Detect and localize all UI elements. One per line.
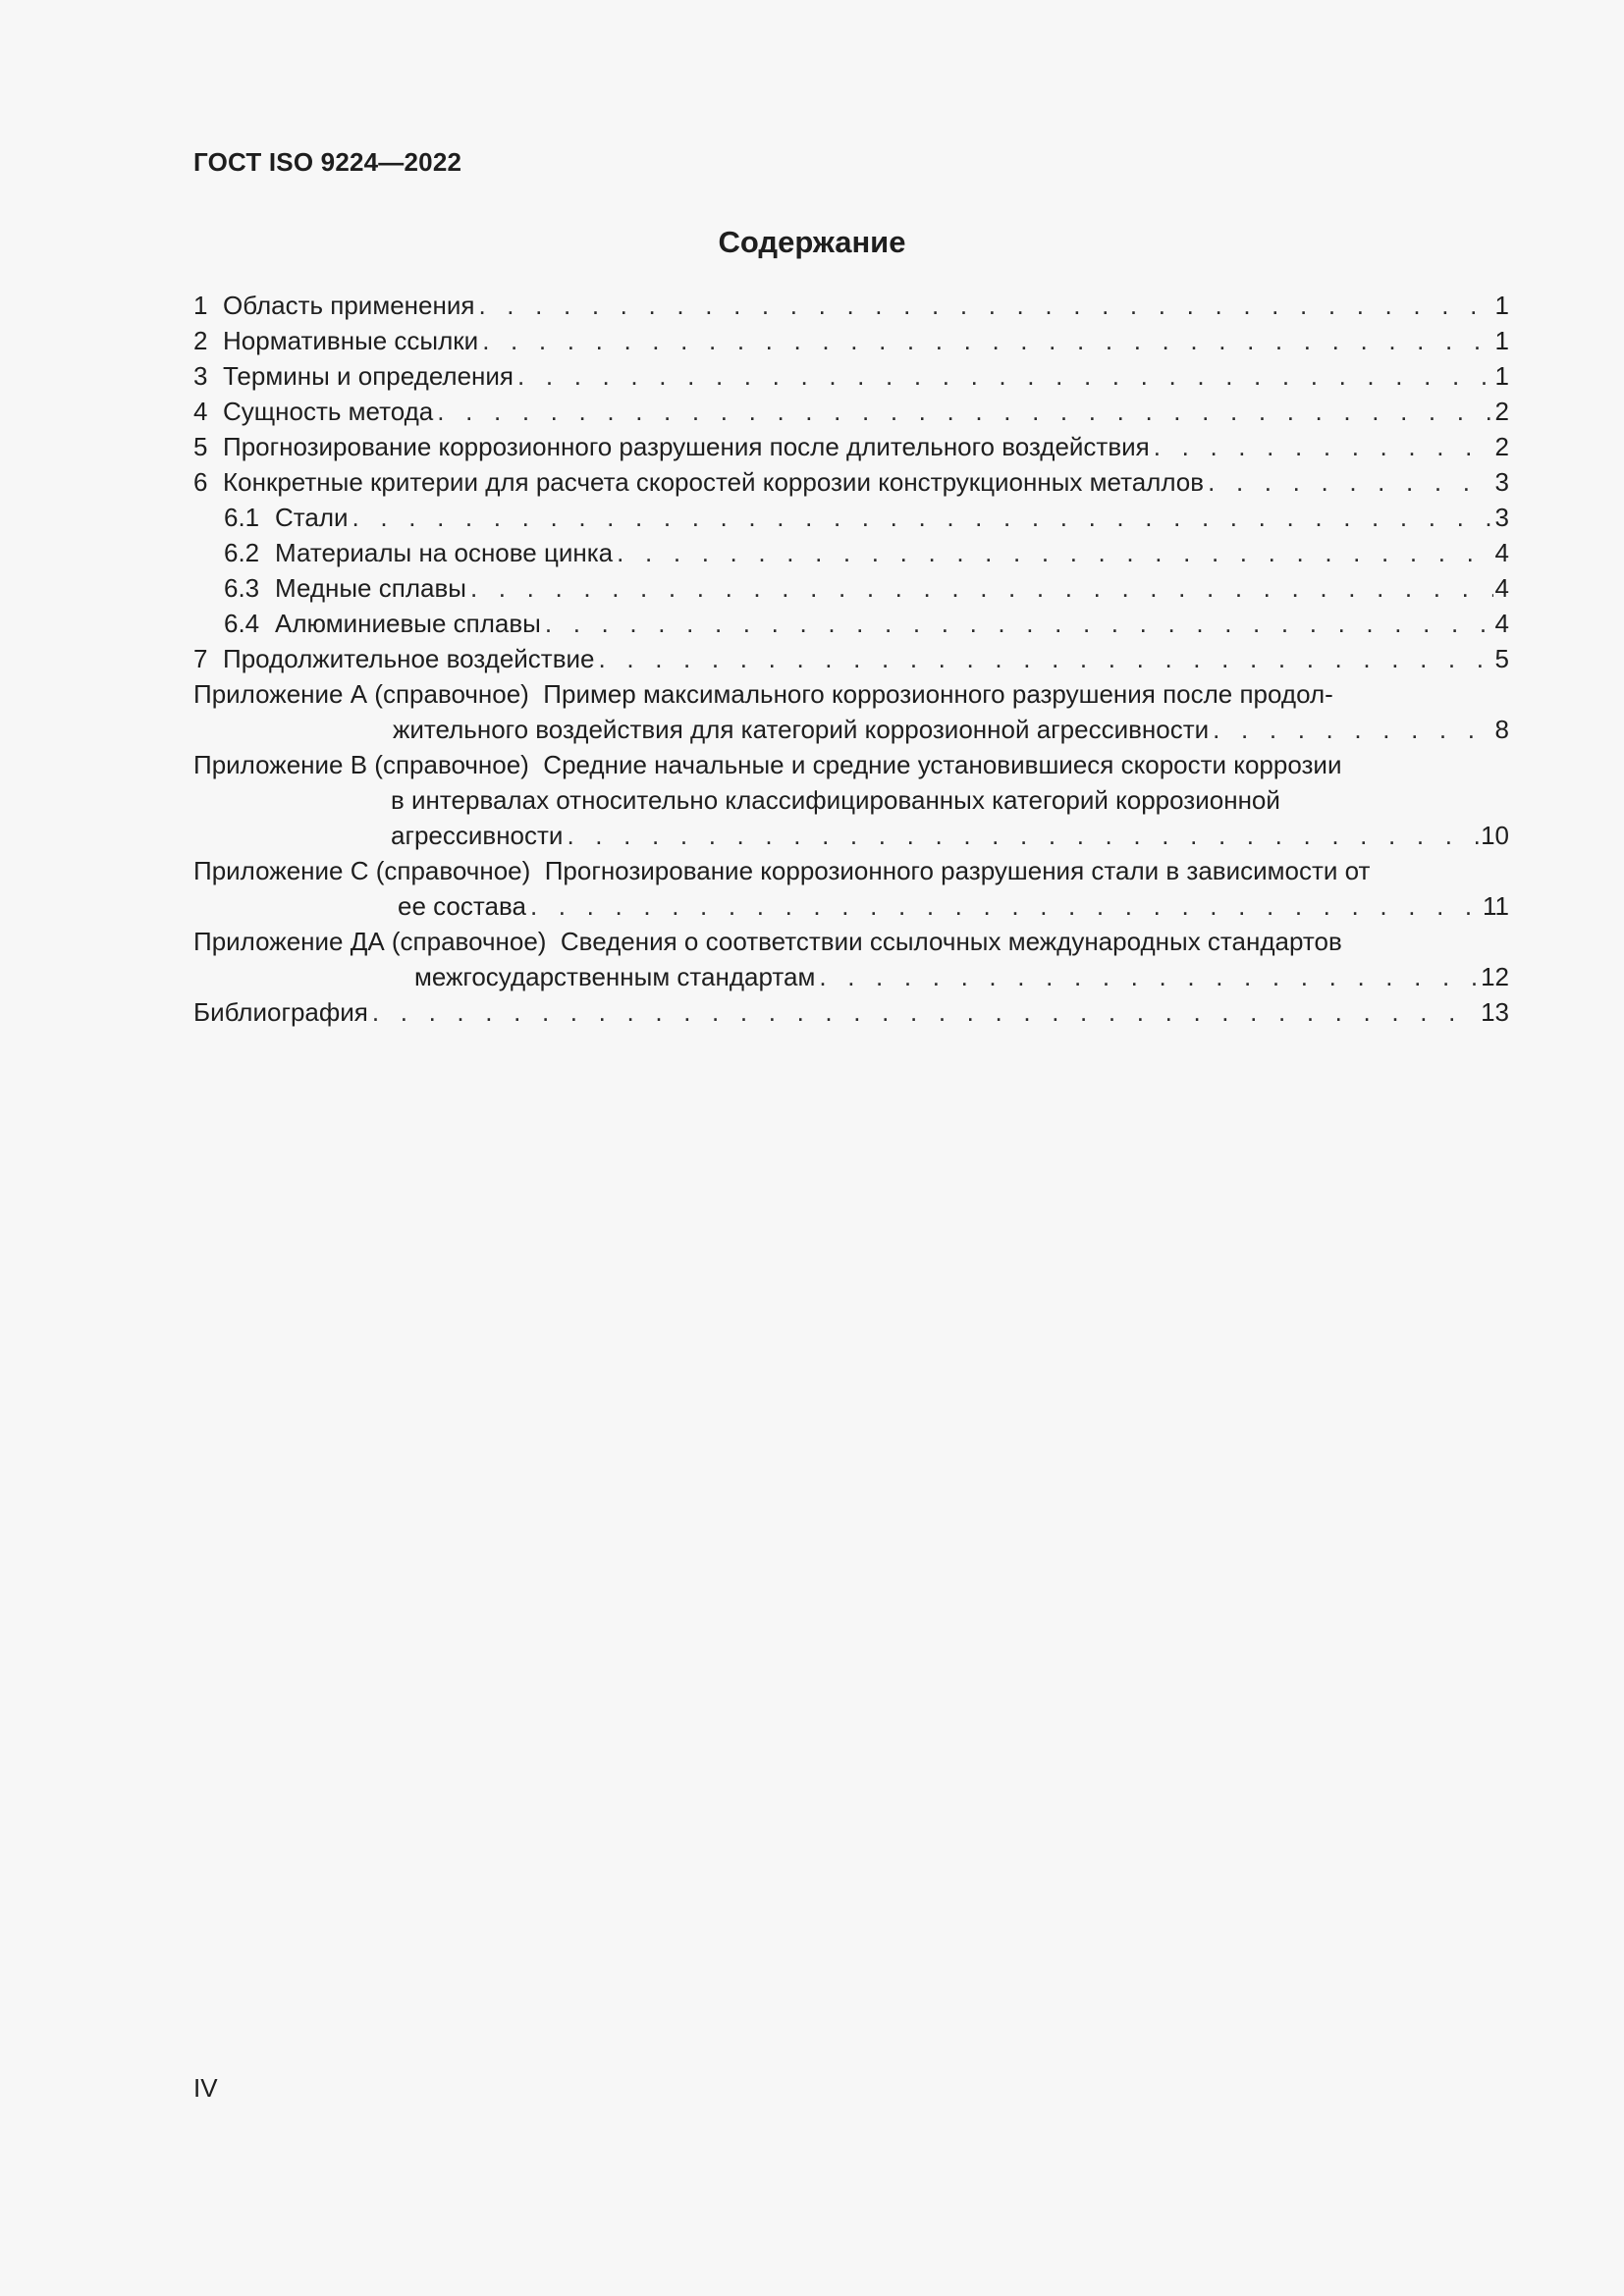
toc-entry-page: 1 bbox=[1494, 361, 1509, 391]
toc-entry-label: Сущность метода bbox=[223, 397, 434, 426]
toc-entry-label: Медные сплавы bbox=[275, 573, 466, 603]
toc-entry-label: Термины и определения bbox=[223, 361, 514, 391]
toc-entry-number: 6.2 bbox=[224, 538, 260, 567]
toc-entry-page: 1 bbox=[1494, 326, 1509, 355]
toc-entry-3[interactable] bbox=[193, 358, 1509, 394]
table-of-contents bbox=[193, 288, 1509, 1030]
leader-dots bbox=[470, 570, 1493, 606]
toc-annex-da[interactable] bbox=[193, 924, 1509, 994]
toc-annex-a[interactable] bbox=[193, 676, 1509, 747]
toc-entry-6-2[interactable] bbox=[193, 535, 1509, 570]
annex-title-line: Пример максимального коррозионного разрушения после продол- bbox=[543, 679, 1333, 709]
document-code: ГОСТ ISO 9224—2022 bbox=[193, 147, 462, 177]
toc-entry-page: 4 bbox=[1494, 538, 1509, 567]
toc-entry-page: 10 bbox=[1481, 821, 1509, 850]
toc-annex-c[interactable] bbox=[193, 853, 1509, 924]
annex-prefix: Приложение ДА (справочное) bbox=[193, 927, 547, 956]
leader-dots bbox=[352, 500, 1493, 535]
toc-entry-label: Конкретные критерии для расчета скоростей коррозии конструкционных металлов bbox=[223, 467, 1205, 497]
toc-title: Содержание bbox=[718, 225, 906, 259]
leader-dots bbox=[1208, 464, 1492, 500]
toc-entry-4[interactable] bbox=[193, 394, 1509, 429]
annex-title-line: Средние начальные и средние установившиеся скорости коррозии bbox=[543, 750, 1342, 779]
toc-entry-page: 3 bbox=[1494, 503, 1509, 532]
toc-entry-number: 2 bbox=[193, 326, 208, 355]
leader-dots bbox=[517, 358, 1493, 394]
annex-title-line: жительного воздействия для категорий коррозионной агрессивности bbox=[393, 715, 1210, 744]
toc-entry-number: 3 bbox=[193, 361, 208, 391]
toc-entry-6-4[interactable] bbox=[193, 606, 1509, 641]
toc-entry-7[interactable] bbox=[193, 641, 1509, 676]
toc-entry-page: 11 bbox=[1483, 891, 1509, 921]
toc-entry-label: Продолжительное воздействие bbox=[223, 644, 595, 673]
leader-dots bbox=[478, 288, 1492, 323]
annex-prefix: Приложение А (справочное) bbox=[193, 679, 529, 709]
toc-entry-number: 5 bbox=[193, 432, 208, 461]
annex-prefix: Приложение В (справочное) bbox=[193, 750, 529, 779]
leader-dots bbox=[819, 959, 1479, 994]
toc-entry-6[interactable] bbox=[193, 464, 1509, 500]
toc-entry-2[interactable] bbox=[193, 323, 1509, 358]
toc-entry-page: 3 bbox=[1494, 467, 1509, 497]
toc-entry-number: 6.3 bbox=[224, 573, 260, 603]
toc-entry-number: 1 bbox=[193, 291, 208, 320]
toc-entry-page: 1 bbox=[1494, 291, 1509, 320]
toc-entry-label: Нормативные ссылки bbox=[223, 326, 479, 355]
leader-dots bbox=[617, 535, 1492, 570]
toc-entry-page: 4 bbox=[1494, 573, 1509, 603]
annex-title-line: ее состава bbox=[398, 891, 526, 921]
leader-dots bbox=[567, 818, 1479, 853]
toc-entry-label: Библиография bbox=[193, 997, 368, 1027]
toc-annex-b[interactable] bbox=[193, 747, 1509, 853]
toc-entry-page: 5 bbox=[1494, 644, 1509, 673]
toc-entry-page: 13 bbox=[1481, 997, 1509, 1027]
annex-prefix: Приложение С (справочное) bbox=[193, 856, 531, 885]
toc-entry-label: Стали bbox=[275, 503, 349, 532]
toc-entry-label: Прогнозирование коррозионного разрушения после длительного воздействия bbox=[223, 432, 1150, 461]
leader-dots bbox=[530, 888, 1481, 924]
annex-title-line: межгосударственным стандартам bbox=[414, 962, 816, 991]
toc-entry-6-1[interactable] bbox=[193, 500, 1509, 535]
toc-entry-number: 7 bbox=[193, 644, 208, 673]
leader-dots bbox=[437, 394, 1492, 429]
leader-dots bbox=[1213, 712, 1492, 747]
toc-entry-label: Материалы на основе цинка bbox=[275, 538, 614, 567]
toc-entry-number: 6.1 bbox=[224, 503, 260, 532]
annex-title-line: агрессивности bbox=[391, 821, 564, 850]
annex-title-line: Сведения о соответствии ссылочных международных стандартов bbox=[560, 927, 1342, 956]
toc-entry-1[interactable] bbox=[193, 288, 1509, 323]
toc-entry-number: 6.4 bbox=[224, 609, 260, 638]
toc-entry-5[interactable] bbox=[193, 429, 1509, 464]
leader-dots bbox=[372, 994, 1479, 1030]
toc-entry-label: Алюминиевые сплавы bbox=[275, 609, 541, 638]
leader-dots bbox=[545, 606, 1493, 641]
leader-dots bbox=[1154, 429, 1493, 464]
leader-dots bbox=[482, 323, 1492, 358]
toc-entry-page: 2 bbox=[1494, 432, 1509, 461]
annex-title-line: Прогнозирование коррозионного разрушения стали в зависимости от bbox=[544, 856, 1371, 885]
toc-entry-page: 12 bbox=[1481, 962, 1509, 991]
toc-entry-number: 6 bbox=[193, 467, 208, 497]
annex-title-line: в интервалах относительно классифицированных категорий коррозионной bbox=[391, 785, 1280, 815]
page-folio: IV bbox=[193, 2073, 218, 2103]
leader-dots bbox=[599, 641, 1493, 676]
toc-entry-6-3[interactable] bbox=[193, 570, 1509, 606]
toc-entry-label: Область применения bbox=[223, 291, 475, 320]
toc-entry-bibliography[interactable] bbox=[193, 994, 1509, 1030]
toc-entry-page: 2 bbox=[1494, 397, 1509, 426]
toc-entry-number: 4 bbox=[193, 397, 208, 426]
toc-entry-page: 4 bbox=[1494, 609, 1509, 638]
toc-entry-page: 8 bbox=[1494, 715, 1509, 744]
